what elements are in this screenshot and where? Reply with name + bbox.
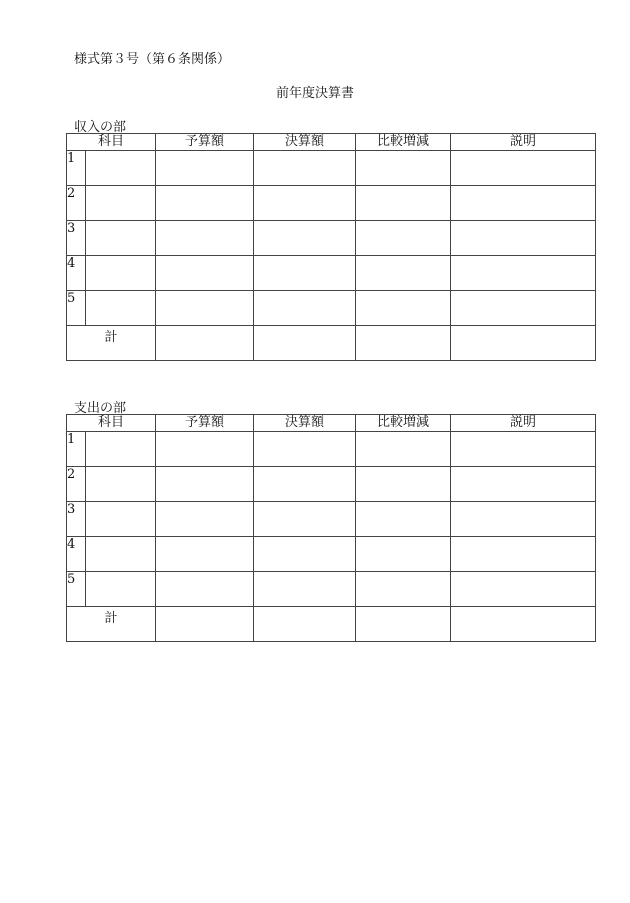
settled-cell[interactable] xyxy=(254,151,356,186)
subject-cell[interactable] xyxy=(86,256,156,291)
note-cell[interactable] xyxy=(451,151,596,186)
note-cell[interactable] xyxy=(451,291,596,326)
budget-cell[interactable] xyxy=(156,572,254,607)
total-settled-cell[interactable] xyxy=(254,326,356,361)
subject-cell[interactable] xyxy=(86,291,156,326)
subject-cell[interactable] xyxy=(86,186,156,221)
row-number: 2 xyxy=(67,186,86,221)
row-number: 1 xyxy=(67,432,86,467)
budget-cell[interactable] xyxy=(156,256,254,291)
budget-cell[interactable] xyxy=(156,186,254,221)
total-diff-cell[interactable] xyxy=(356,326,451,361)
diff-cell[interactable] xyxy=(356,151,451,186)
subject-cell[interactable] xyxy=(86,467,156,502)
expenditure-section-label: 支出の部 xyxy=(74,401,127,416)
settled-cell[interactable] xyxy=(254,467,356,502)
settled-cell[interactable] xyxy=(254,537,356,572)
diff-cell[interactable] xyxy=(356,291,451,326)
note-cell[interactable] xyxy=(451,256,596,291)
subject-cell[interactable] xyxy=(86,502,156,537)
subject-cell[interactable] xyxy=(86,572,156,607)
diff-cell[interactable] xyxy=(356,572,451,607)
settled-cell[interactable] xyxy=(254,432,356,467)
row-number: 1 xyxy=(67,151,86,186)
total-row xyxy=(67,607,596,642)
total-label: 計 xyxy=(67,607,156,642)
note-cell[interactable] xyxy=(451,467,596,502)
document-title: 前年度決算書 xyxy=(275,86,354,101)
table-row xyxy=(67,432,596,467)
col-header-settled: 決算額 xyxy=(254,134,356,151)
table-row xyxy=(67,256,596,291)
expenditure-header-row xyxy=(67,415,596,432)
settled-cell[interactable] xyxy=(254,502,356,537)
diff-cell[interactable] xyxy=(356,221,451,256)
row-number: 3 xyxy=(67,221,86,256)
budget-cell[interactable] xyxy=(156,221,254,256)
col-header-subject: 科目 xyxy=(67,134,156,151)
row-number: 4 xyxy=(67,537,86,572)
row-number: 3 xyxy=(67,502,86,537)
income-section-label: 収入の部 xyxy=(74,120,127,135)
budget-cell[interactable] xyxy=(156,502,254,537)
note-cell[interactable] xyxy=(451,432,596,467)
subject-cell[interactable] xyxy=(86,432,156,467)
row-number: 5 xyxy=(67,291,86,326)
budget-cell[interactable] xyxy=(156,151,254,186)
diff-cell[interactable] xyxy=(356,256,451,291)
table-row xyxy=(67,221,596,256)
table-row xyxy=(67,572,596,607)
settled-cell[interactable] xyxy=(254,256,356,291)
budget-cell[interactable] xyxy=(156,291,254,326)
row-number: 2 xyxy=(67,467,86,502)
col-header-diff: 比較増減 xyxy=(356,415,451,432)
diff-cell[interactable] xyxy=(356,467,451,502)
col-header-diff: 比較増減 xyxy=(356,134,451,151)
total-budget-cell[interactable] xyxy=(156,326,254,361)
col-header-budget: 予算額 xyxy=(156,415,254,432)
note-cell[interactable] xyxy=(451,572,596,607)
col-header-settled: 決算額 xyxy=(254,415,356,432)
col-header-note: 説明 xyxy=(451,415,596,432)
table-row xyxy=(67,502,596,537)
subject-cell[interactable] xyxy=(86,537,156,572)
col-header-note: 説明 xyxy=(451,134,596,151)
total-note-cell[interactable] xyxy=(451,607,596,642)
total-label: 計 xyxy=(67,326,156,361)
note-cell[interactable] xyxy=(451,537,596,572)
budget-cell[interactable] xyxy=(156,537,254,572)
diff-cell[interactable] xyxy=(356,186,451,221)
budget-cell[interactable] xyxy=(156,467,254,502)
total-settled-cell[interactable] xyxy=(254,607,356,642)
diff-cell[interactable] xyxy=(356,537,451,572)
subject-cell[interactable] xyxy=(86,151,156,186)
note-cell[interactable] xyxy=(451,186,596,221)
subject-cell[interactable] xyxy=(86,221,156,256)
diff-cell[interactable] xyxy=(356,432,451,467)
total-row xyxy=(67,326,596,361)
settled-cell[interactable] xyxy=(254,291,356,326)
total-budget-cell[interactable] xyxy=(156,607,254,642)
budget-cell[interactable] xyxy=(156,432,254,467)
table-row xyxy=(67,537,596,572)
note-cell[interactable] xyxy=(451,221,596,256)
income-header-row xyxy=(67,134,596,151)
total-note-cell[interactable] xyxy=(451,326,596,361)
income-table xyxy=(66,133,596,361)
settled-cell[interactable] xyxy=(254,186,356,221)
table-row xyxy=(67,151,596,186)
row-number: 5 xyxy=(67,572,86,607)
table-row xyxy=(67,291,596,326)
table-row xyxy=(67,467,596,502)
diff-cell[interactable] xyxy=(356,502,451,537)
col-header-budget: 予算額 xyxy=(156,134,254,151)
col-header-subject: 科目 xyxy=(67,415,156,432)
form-number: 様式第３号（第６条関係） xyxy=(74,52,231,67)
expenditure-table xyxy=(66,414,596,642)
table-row xyxy=(67,186,596,221)
settled-cell[interactable] xyxy=(254,221,356,256)
row-number: 4 xyxy=(67,256,86,291)
note-cell[interactable] xyxy=(451,502,596,537)
total-diff-cell[interactable] xyxy=(356,607,451,642)
settled-cell[interactable] xyxy=(254,572,356,607)
